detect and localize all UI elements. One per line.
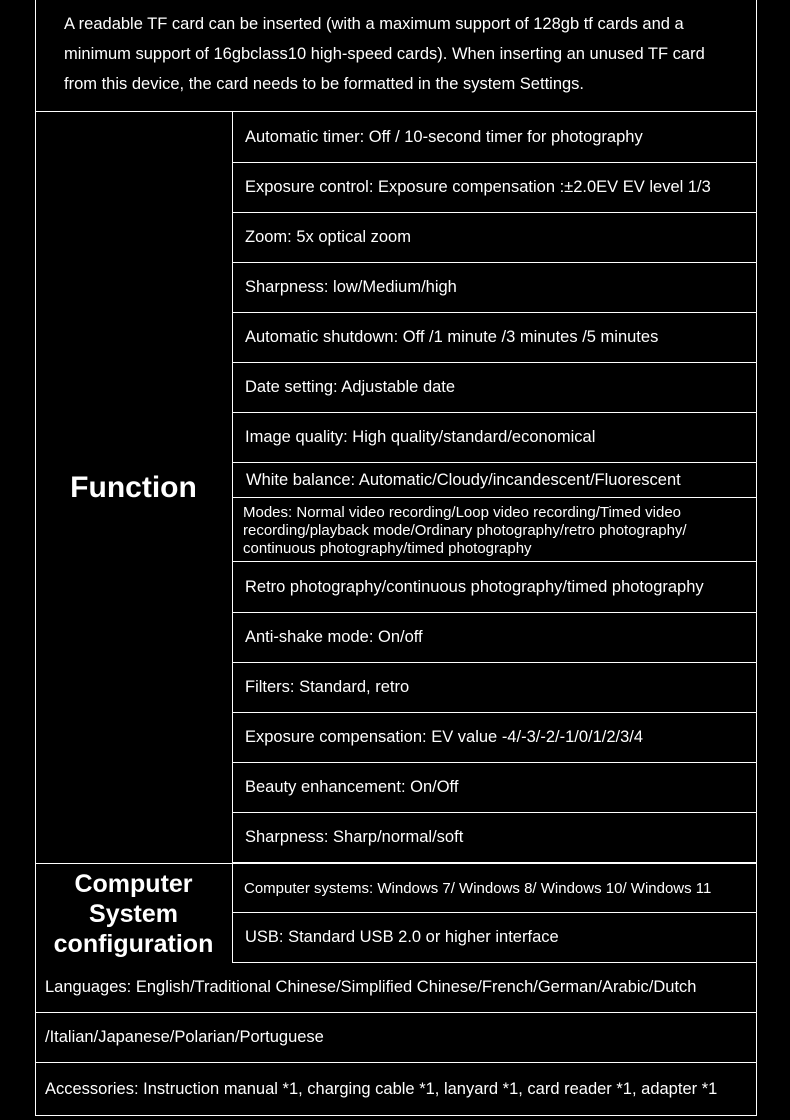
computer-label-line1: Computer <box>74 869 193 898</box>
function-row-auto-shutdown: Automatic shutdown: Off /1 minute /3 minutes /5 minutes <box>233 313 757 363</box>
function-row-retro: Retro photography/continuous photography/timed photography <box>233 562 757 613</box>
function-row-exposure-control: Exposure control: Exposure compensation :±2.0EV EV level 1/3 <box>233 163 757 213</box>
computer-row-os: Computer systems: Windows 7/ Windows 8/ Windows 10/ Windows 11 <box>233 863 757 913</box>
function-row-beauty: Beauty enhancement: On/Off <box>233 763 757 813</box>
function-row-timer: Automatic timer: Off / 10-second timer for photography <box>233 112 757 163</box>
languages-row-2: /Italian/Japanese/Polarian/Portuguese <box>35 1013 757 1063</box>
languages-row-1: Languages: English/Traditional Chinese/Simplified Chinese/French/German/Arabic/Dutch <box>35 963 757 1013</box>
computer-section-label <box>35 863 233 963</box>
function-row-date-setting: Date setting: Adjustable date <box>233 363 757 413</box>
function-row-zoom: Zoom: 5x optical zoom <box>233 213 757 263</box>
function-row-filters: Filters: Standard, retro <box>233 663 757 713</box>
function-row-image-quality: Image quality: High quality/standard/economical <box>233 413 757 463</box>
function-row-white-balance: White balance: Automatic/Cloudy/incandescent/Fluorescent <box>233 463 757 498</box>
computer-label-line2: System <box>89 899 178 928</box>
function-row-sharpness: Sharpness: low/Medium/high <box>233 263 757 313</box>
computer-label-line3: configuration <box>53 929 214 958</box>
function-row-exposure-compensation: Exposure compensation: EV value -4/-3/-2/-1/0/1/2/3/4 <box>233 713 757 763</box>
function-section-label: Function <box>35 112 233 863</box>
function-row-anti-shake: Anti-shake mode: On/off <box>233 613 757 663</box>
computer-row-usb: USB: Standard USB 2.0 or higher interface <box>233 913 757 963</box>
tf-card-note: A readable TF card can be inserted (with a maximum support of 128gb tf cards and a minimum support of 16gbclass10 high-speed cards). When inserting an unused TF card from this device, the card needs to be formatted in the system Settings. <box>35 0 757 112</box>
function-row-sharpness-mode: Sharpness: Sharp/normal/soft <box>233 813 757 863</box>
function-row-modes: Modes: Normal video recording/Loop video recording/Timed video recording/playback mode/Ordinary photography/retro photography/ continuous photography/timed photography <box>233 498 757 562</box>
accessories-row: Accessories: Instruction manual *1, charging cable *1, lanyard *1, card reader *1, adapter *1 <box>35 1063 757 1116</box>
